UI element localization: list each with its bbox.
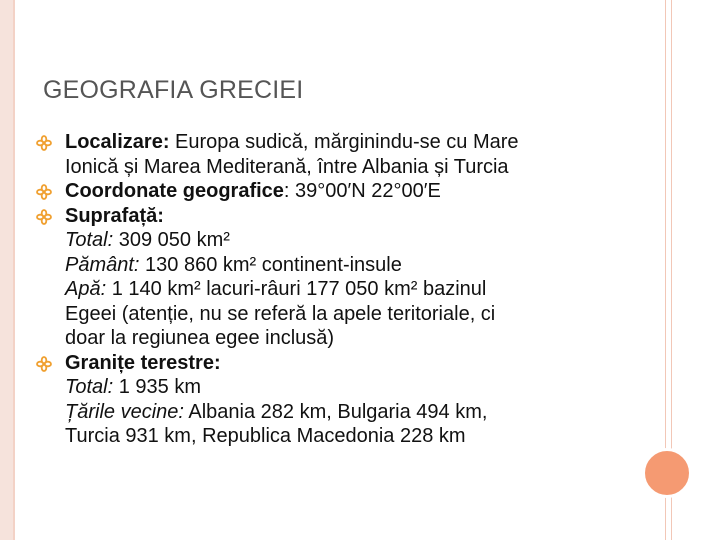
- flower-bullet-icon: [36, 135, 52, 151]
- list-item-area: [36, 204, 646, 351]
- list-item-location: [36, 130, 646, 179]
- area-total-value: 309 050 km²: [113, 229, 230, 251]
- location-text-line2: Ionică și Marea Mediterană, între Albania și Turcia: [65, 155, 509, 178]
- location-label: Localizare:: [65, 131, 170, 153]
- area-land-label: Pământ:: [65, 253, 140, 276]
- coordinates-label: Coordonate geografice: [65, 180, 284, 202]
- area-label: Suprafață:: [65, 204, 164, 227]
- area-water-line3: doar la regiunea egee inclusă): [65, 327, 335, 349]
- list-item-borders: [36, 351, 646, 449]
- borders-neighbors-line2: Turcia 931 km, Republica Macedonia 228 km: [65, 425, 466, 447]
- flower-bullet-icon: [36, 184, 52, 200]
- area-water-line2: Egeei (atenție, nu se referă la apele teritoriale, ci: [65, 302, 496, 325]
- borders-total-label: Total:: [65, 376, 114, 398]
- borders-label: Granițe terestre:: [65, 351, 221, 374]
- bullet-list: [36, 130, 646, 449]
- location-text-line1: Europa sudică, mărginindu-se cu Mare: [169, 131, 519, 153]
- flower-bullet-icon: [36, 209, 52, 225]
- area-land-value: 130 860 km² continent-insule: [139, 253, 402, 276]
- area-water-label: Apă:: [65, 278, 107, 300]
- area-total-label: Total:: [65, 229, 114, 251]
- list-item-coordinates: [36, 179, 646, 204]
- borders-neighbors-label: Țările vecine:: [65, 400, 184, 423]
- area-water-line1: 1 140 km² lacuri-râuri 177 050 km² bazinul: [106, 278, 487, 300]
- left-frame-line: [13, 0, 15, 540]
- slide-title: GEOGRAFIA GRECIEI: [43, 76, 304, 104]
- borders-total-value: 1 935 km: [113, 376, 202, 398]
- accent-circle: [642, 448, 692, 498]
- coordinates-value: : 39°00′N 22°00′E: [283, 180, 441, 202]
- left-frame-band: [0, 0, 13, 540]
- borders-neighbors-line1: Albania 282 km, Bulgaria 494 km,: [183, 400, 488, 423]
- flower-bullet-icon: [36, 356, 52, 372]
